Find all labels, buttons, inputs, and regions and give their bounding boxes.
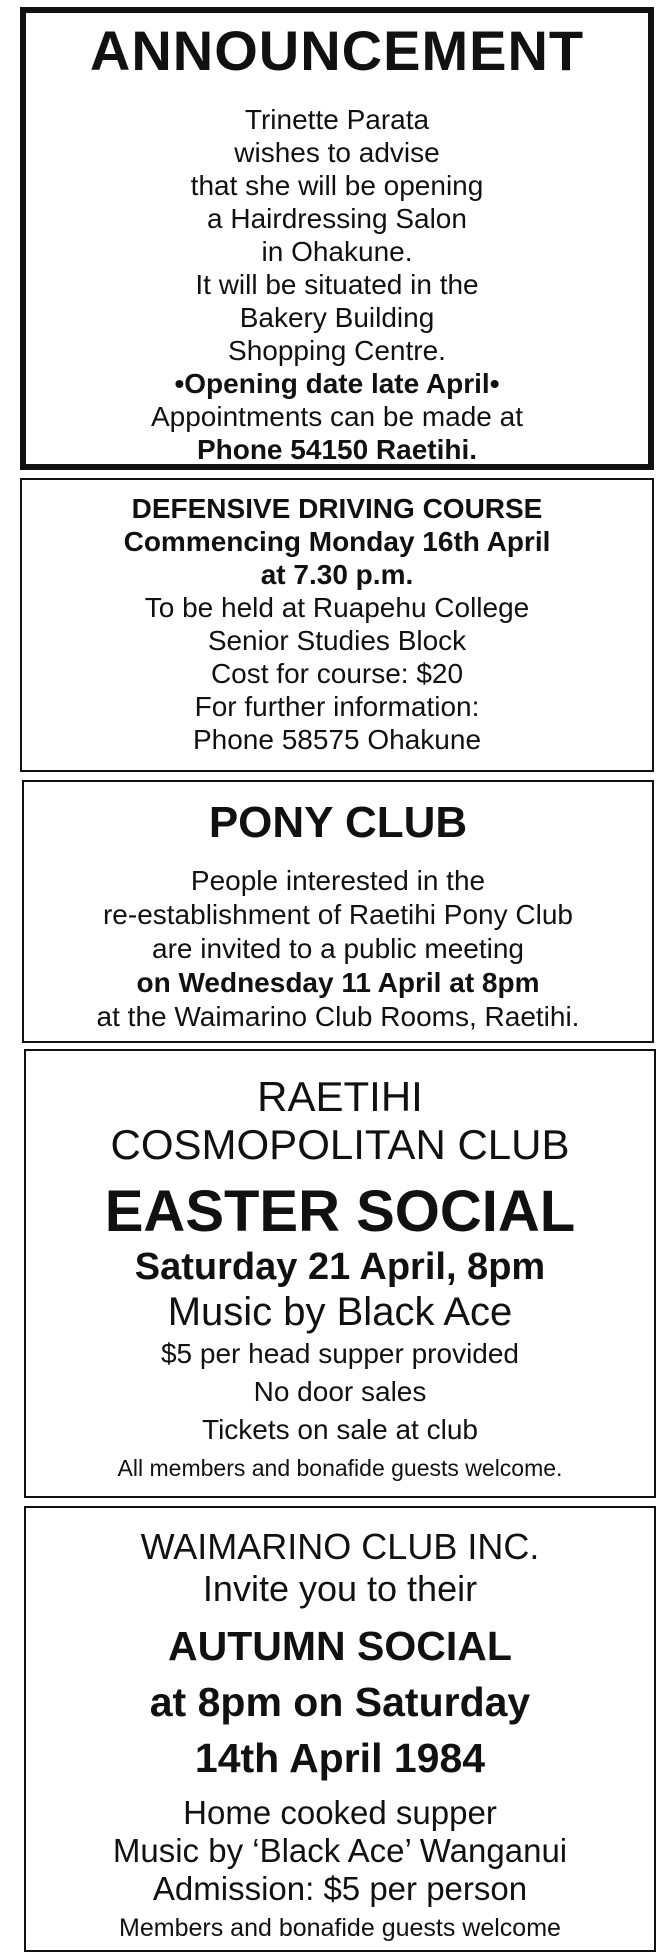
autumn-social-footer: Members and bonafide guests welcome	[119, 1914, 561, 1942]
easter-social-title: EASTER SOCIAL	[104, 1179, 576, 1244]
pony-club-ad	[22, 780, 654, 1043]
autumn-social-info: Admission: $5 per person	[152, 1870, 528, 1907]
course-cost: Cost for course: $20	[210, 658, 464, 689]
course-venue: To be held at Ruapehu College	[144, 592, 530, 623]
announcement-line: It will be situated in the	[195, 269, 479, 300]
pony-club-line: re-establishment of Raetihi Pony Club	[102, 899, 573, 930]
course-start-time: at 7.30 p.m.	[260, 559, 414, 590]
announcement-line: Appointments can be made at	[150, 401, 523, 432]
easter-social-footer: All members and bonafide guests welcome.	[117, 1455, 563, 1481]
course-phone: Phone 58575 Ohakune	[192, 724, 482, 755]
easter-social-ad	[24, 1049, 656, 1498]
course-venue-detail: Senior Studies Block	[207, 625, 467, 656]
announcement-ad	[20, 7, 654, 470]
autumn-social-time: at 8pm on Saturday	[149, 1679, 531, 1725]
autumn-social-invite: Invite you to their	[202, 1568, 478, 1609]
announcement-line: wishes to advise	[234, 137, 440, 168]
announcement-line: a Hairdressing Salon	[207, 203, 467, 234]
easter-social-music: Music by Black Ace	[167, 1290, 513, 1334]
announcement-phone: Phone 54150 Raetihi.	[196, 434, 478, 465]
defensive-driving-ad	[20, 478, 654, 772]
autumn-social-info: Home cooked supper	[183, 1794, 497, 1831]
pony-club-title: PONY CLUB	[208, 798, 468, 847]
waimarino-club-name: WAIMARINO CLUB INC.	[140, 1526, 540, 1567]
pony-club-meeting-date: on Wednesday 11 April at 8pm	[136, 967, 540, 998]
defensive-driving-body	[22, 492, 652, 756]
autumn-social-info: Music by ‘Black Ace’ Wanganui	[112, 1832, 568, 1869]
autumn-social-date: 14th April 1984	[194, 1735, 486, 1781]
easter-social-info: Tickets on sale at club	[202, 1414, 478, 1445]
announcement-line: in Ohakune.	[261, 236, 413, 267]
announcement-line: Trinette Parata	[244, 104, 430, 135]
announcement-body	[26, 103, 648, 466]
easter-social-info: No door sales	[253, 1376, 427, 1407]
pony-club-line: People interested in the	[190, 865, 486, 896]
club-name-line2: COSMOPOLITAN CLUB	[110, 1121, 570, 1168]
pony-club-line: are invited to a public meeting	[152, 933, 524, 964]
pony-club-venue: at the Waimarino Club Rooms, Raetihi.	[96, 1001, 580, 1032]
announcement-line: Bakery Building	[239, 302, 435, 333]
course-info-label: For further information:	[194, 691, 480, 722]
course-start-date: Commencing Monday 16th April	[123, 526, 551, 557]
easter-social-date: Saturday 21 April, 8pm	[134, 1246, 546, 1288]
opening-date: •Opening date late April•	[174, 368, 500, 399]
announcement-line: Shopping Centre.	[228, 335, 446, 366]
pony-club-body	[24, 864, 652, 1034]
club-name-line1: RAETIHI	[257, 1073, 423, 1120]
defensive-driving-title: DEFENSIVE DRIVING COURSE	[131, 493, 543, 524]
announcement-line: that she will be opening	[190, 170, 484, 201]
easter-social-info: $5 per head supper provided	[160, 1338, 520, 1369]
autumn-social-title: AUTUMN SOCIAL	[168, 1623, 512, 1669]
announcement-title: ANNOUNCEMENT	[89, 19, 585, 82]
autumn-social-ad	[24, 1506, 656, 1952]
